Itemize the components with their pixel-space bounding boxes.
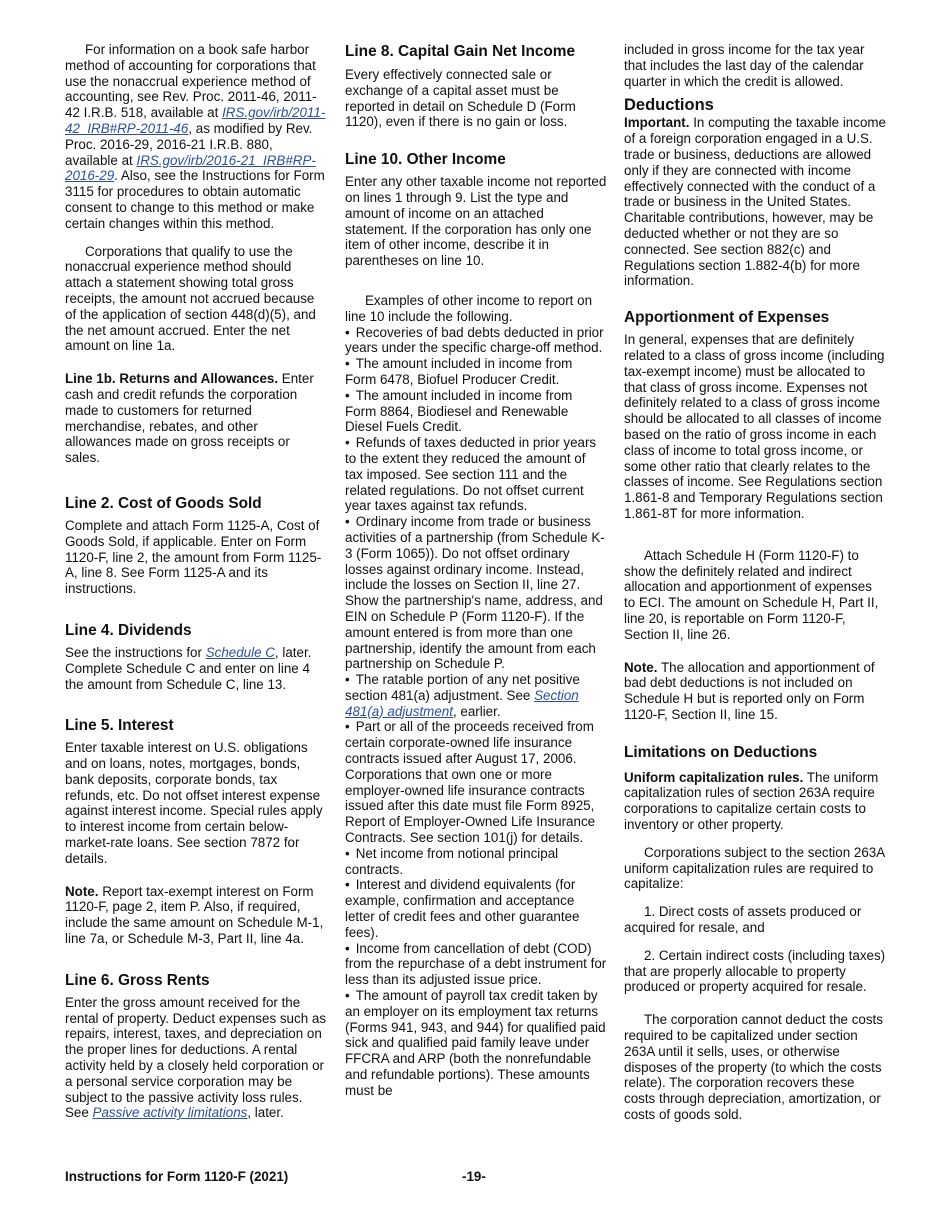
list-item: • Ordinary income from trade or business activities of a partnership (from Schedule K-3 (Form 1065)). Do not offset ordinary losses against ordinary income. Instead, include the losses on Section II, line 27. Show the partnership's name, address, and EIN on Schedule P (Form 1120-F). If the amount entered is from more than one partnership, identify the amount from each partnership on Schedule P. <box>345 514 607 672</box>
column-right <box>624 42 886 1123</box>
list-item: • Refunds of taxes deducted in prior years to the extent they reduced the amount of tax imposed. See section 111 and the related regulations. Do not offset current year taxes against tax refunds. <box>345 435 607 514</box>
link-rp-2016-29[interactable]: IRS.gov/irb/2016-21_IRB#RP-2016-29 <box>65 152 316 184</box>
paragraph-nonaccrual: Corporations that qualify to use the nonaccrual experience method should attach a statement showing total gross receipts, the amount not accrued because of the application of section 448(d)(5), and the net amount accrued. Enter the net amount on line 1a. <box>65 243 316 354</box>
paragraph-line-10: Enter any other taxable income not reported on lines 1 through 9. List the type and amount of income on an attached statement. If the corporation has only one item of other income, describe it in parentheses on line 10. <box>345 174 607 269</box>
heading-line-8: Line 8. Capital Gain Net Income <box>345 43 576 60</box>
list-item: • Part or all of the proceeds received from certain corporate-owned life insurance contracts issued after August 17, 2006. Corporations that own one or more employer-owned life insurance contracts issued after this date must file Form 8925, Report of Employer-Owned Life Insurance Contracts. See section 101(j) for details. <box>345 719 607 845</box>
paragraph-continued: included in gross income for the tax year that includes the last day of the calendar quarter in which the credit is allowed. <box>624 42 865 89</box>
list-item: • Interest and dividend equivalents (for example, confirmation and acceptance letter of credit fees and other guarantee fees). <box>345 877 607 940</box>
paragraph-line-5: Enter taxable interest on U.S. obligations and on loans, notes, mortgages, bonds, bank deposits, corporate bonds, tax refunds, etc. Do not offset interest expense against interest income. Special rules apply to interest income from certain below-market-rate loans. See section 7872 for details. <box>65 740 323 866</box>
page-number: -19- <box>462 1169 486 1184</box>
numbered-item-1: 1. Direct costs of assets produced or acquired for resale, and <box>624 904 862 936</box>
note-label: Note. <box>624 659 658 675</box>
heading-line-4: Line 4. Dividends <box>65 621 192 639</box>
heading-line-6: Line 6. Gross Rents <box>65 971 210 989</box>
paragraph-important: Important. In computing the taxable income of a foreign corporation engaged in a U.S. trade or business, deductions are allowed only if they are connected with income effectively connected with the conduct of a trade or business in the United States. Charitable contributions, however, may be deducted whether or not they are so connected. See section 882(c) and Regulations section 1.882-4(b) for more information. <box>624 115 886 289</box>
paragraph-line-1b: Line 1b. Returns and Allowances. Enter cash and credit refunds the corporation made to customers for returned merchandise, rebates, and other allowances made on gross receipts or sales. <box>65 371 314 466</box>
footer-title: Instructions for Form 1120-F (2021) <box>65 1169 289 1184</box>
note-line-5: Note. Report tax-exempt interest on Form 1120-F, page 2, item P. Also, if required, include the same amount on Schedule M-1, line 7a, or Schedule M-3, Part II, line 4a. <box>65 883 324 947</box>
link-section-481a[interactable]: Section 481(a) adjustment <box>345 687 579 719</box>
list-item: • The amount included in income from Form 6478, Biofuel Producer Credit. <box>345 356 607 388</box>
line-1b-heading: Line 1b. Returns and Allowances. <box>65 371 279 387</box>
paragraph-examples: Examples of other income to report on line 10 include the following. <box>345 292 593 324</box>
list-item: • Income from cancellation of debt (COD) from the repurchase of a debt instrument for less than its adjusted issue price. <box>345 941 607 988</box>
important-label: Important. <box>624 115 690 131</box>
list-item: • The amount included in income from Form 8864, Biodiesel and Renewable Diesel Fuels Credit. <box>345 388 607 435</box>
note-bad-debt: Note. The allocation and apportionment of bad debt deductions is not included on Schedule H but is reported only on Form 1120-F, Section II, line 15. <box>624 659 875 722</box>
note-label: Note. <box>65 883 99 899</box>
column-middle <box>345 42 607 1099</box>
list-item: • Net income from notional principal contracts. <box>345 846 607 878</box>
paragraph-line-2: Complete and attach Form 1125-A, Cost of Goods Sold, if applicable. Enter on Form 1120-F, line 2, the amount from Form 1125-A, line 8. See Form 1125-A and its instructions. <box>65 517 322 597</box>
paragraph-cannot-deduct: The corporation cannot deduct the costs required to be capitalized under section 263A until it sells, uses, or otherwise disposes of the property (to which the costs relate). The corporation recovers these costs through depreciation, amortization, or costs of goods sold. <box>624 1012 883 1123</box>
paragraph-line-4: See the instructions for Schedule C, later. Complete Schedule C and enter on line 4 the amount from Schedule C, line 13. <box>65 644 312 692</box>
heading-line-5: Line 5. Interest <box>65 717 174 735</box>
column-left <box>65 42 327 1121</box>
paragraph-schedule-h: Attach Schedule H (Form 1120-F) to show the definitely related and indirect allocation and apportionment of expenses to ECI. The amount on Schedule H, Part II, line 20, is reportable on Form 1120-F, Section II, line 26. <box>624 547 879 642</box>
numbered-item-2: 2. Certain indirect costs (including taxes) that are properly allocable to property produced or property acquired for resale. <box>624 947 886 995</box>
heading-line-10: Line 10. Other Income <box>345 151 506 169</box>
paragraph-line-8: Every effectively connected sale or exchange of a capital asset must be reported in detail on Schedule D (Form 1120), even if there is no gain or loss. <box>345 67 576 130</box>
paragraph-subject: Corporations subject to the section 263A uniform capitalization rules are required to capitalize: <box>624 844 885 892</box>
unicap-label: Uniform capitalization rules. <box>624 769 804 785</box>
heading-deductions: Deductions <box>624 96 714 115</box>
list-item: • The ratable portion of any net positive section 481(a) adjustment. See Section 481(a) adjustment, earlier. <box>345 672 607 719</box>
heading-limitations: Limitations on Deductions <box>624 743 818 761</box>
link-rp-2011-46[interactable]: IRS.gov/irb/2011-42_IRB#RP-2011-46 <box>65 105 326 136</box>
paragraph-apportionment: In general, expenses that are definitely related to a class of gross income (including tax-exempt income) must be allocated to that class of gross income. Expenses not definitely related to a class of gross income should be allocated to all classes of income based on the ratio of gross income in each class of income to total gross income, or some other ratio that clearly relates to the classes of income. See Regulations section 1.861-8 and Temporary Regulations section 1.861-8T for more information. <box>624 332 885 521</box>
link-schedule-c[interactable]: Schedule C <box>205 644 275 660</box>
paragraph-safe-harbor: For information on a book safe harbor method of accounting for corporations that use the nonaccrual experience method of accounting, see Rev. Proc. 2011-46, 2011-42 I.R.B. 518, available at IRS.gov/irb/2011-42_IRB#RP-2011-46, as modified by Rev. Proc. 2016-29, 2016-21 I.R.B. 880, available at IRS.gov/irb/2016-21_IRB#RP-2016-29. Also, see the Instructions for Form 3115 for procedures to obtain automatic consent to change to this method or make certain changes within this method. <box>65 42 326 231</box>
list-item: • The amount of payroll tax credit taken by an employer on its employment tax returns (Forms 941, 943, and 944) for qualified paid sick and qualified paid family leave under FFCRA and ARP (both the nonrefundable and refundable portions). These amounts must be <box>345 988 607 1099</box>
heading-line-2: Line 2. Cost of Goods Sold <box>65 494 262 512</box>
paragraph-line-6: Enter the gross amount received for the rental of property. Deduct expenses such as repairs, interest, taxes, and depreciation on the proper lines for deductions. A rental activity held by a closely held corporation or a personal service corporation may be subject to the passive activity loss rules. See Passive activity limitations, later. <box>65 994 327 1121</box>
list-item: • Recoveries of bad debts deducted in prior years under the specific charge-off method. <box>345 325 607 357</box>
paragraph-unicap: Uniform capitalization rules. The uniform capitalization rules of section 263A require corporations to capitalize certain costs to inventory or other property. <box>624 769 879 833</box>
heading-apportionment: Apportionment of Expenses <box>624 309 830 327</box>
link-passive-activity[interactable]: Passive activity limitations <box>92 1105 248 1121</box>
